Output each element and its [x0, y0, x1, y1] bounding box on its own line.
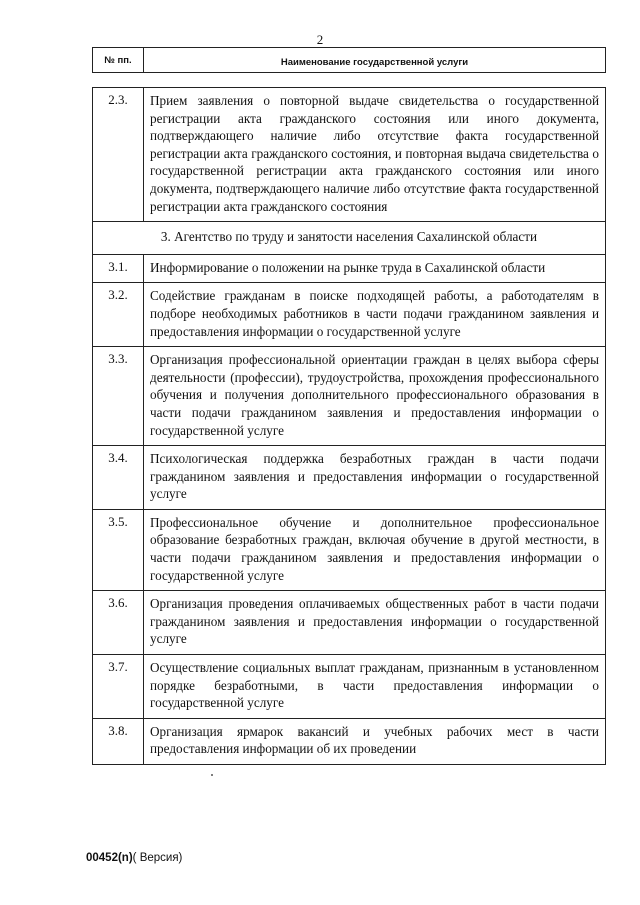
table-row	[93, 509, 606, 590]
services-table	[92, 87, 606, 765]
row-text: Содействие гражданам в поиске подходящей работы, а работодателям в подборе необходимых работников в части подачи гражданином заявления и предоставления информации о государственной услуге	[144, 283, 606, 347]
row-number: 2.3.	[93, 88, 144, 222]
table-row	[93, 718, 606, 764]
row-text: Профессиональное обучение и дополнительное профессиональное образование безработных граждан, включая обучение в другой местности, в части подачи гражданином заявления и предоставления информации о государственной услуге	[144, 509, 606, 590]
row-text: Информирование о положении на рынке труда в Сахалинской области	[144, 254, 606, 283]
footer-code: 00452(n)	[86, 852, 133, 864]
table-row	[93, 88, 606, 222]
table-row	[93, 347, 606, 446]
row-text: Организация ярмарок вакансий и учебных рабочих мест в части предоставления информации об их проведении	[144, 718, 606, 764]
row-text: Осуществление социальных выплат гражданам, признанным в установленном порядке безработными, в части предоставления информации о государственной услуге	[144, 655, 606, 719]
row-text: Психологическая поддержка безработных граждан в части подачи гражданином заявления и предоставления информации о государственной услуге	[144, 446, 606, 510]
table-row	[93, 254, 606, 283]
section-title: 3. Агентство по труду и занятости населения Сахалинской области	[93, 222, 606, 255]
scan-speck	[211, 774, 213, 776]
table-header	[92, 47, 606, 73]
row-number: 3.8.	[93, 718, 144, 764]
row-number: 3.1.	[93, 254, 144, 283]
page-number: 2	[316, 32, 324, 47]
row-number: 3.7.	[93, 655, 144, 719]
table-row	[93, 655, 606, 719]
footer-version: ( Версия)	[132, 852, 183, 864]
table-row	[93, 283, 606, 347]
row-text: Прием заявления о повторной выдаче свидетельства о государственной регистрации акта гражданского состояния или иного документа, подтверждающего наличие либо отсутствие факта государственной регистрации акта гражданского состояния, и повторная выдача свидетельства о государственной регистрации акта гражданского состояния или иного документа, подтверждающего наличие либо отсутствие факта государственной регистрации акта гражданского состояния	[144, 88, 606, 222]
header-number-column: № пп.	[93, 48, 144, 72]
table-row	[93, 591, 606, 655]
document-footer	[86, 852, 182, 864]
row-number: 3.5.	[93, 509, 144, 590]
row-number: 3.2.	[93, 283, 144, 347]
header-name-column: Наименование государственной услуги	[280, 56, 469, 68]
table-row	[93, 446, 606, 510]
row-text: Организация проведения оплачиваемых общественных работ в части подачи гражданином заявления и предоставления информации о государственной услуге	[144, 591, 606, 655]
row-number: 3.3.	[93, 347, 144, 446]
section-row	[93, 222, 606, 255]
row-number: 3.4.	[93, 446, 144, 510]
row-number: 3.6.	[93, 591, 144, 655]
row-text: Организация профессиональной ориентации граждан в целях выбора сферы деятельности (профессии), трудоустройства, прохождения профессионального обучения и получения дополнительного профессионального образования в части подачи гражданином заявления и предоставления информации о государственной услуге	[144, 347, 606, 446]
